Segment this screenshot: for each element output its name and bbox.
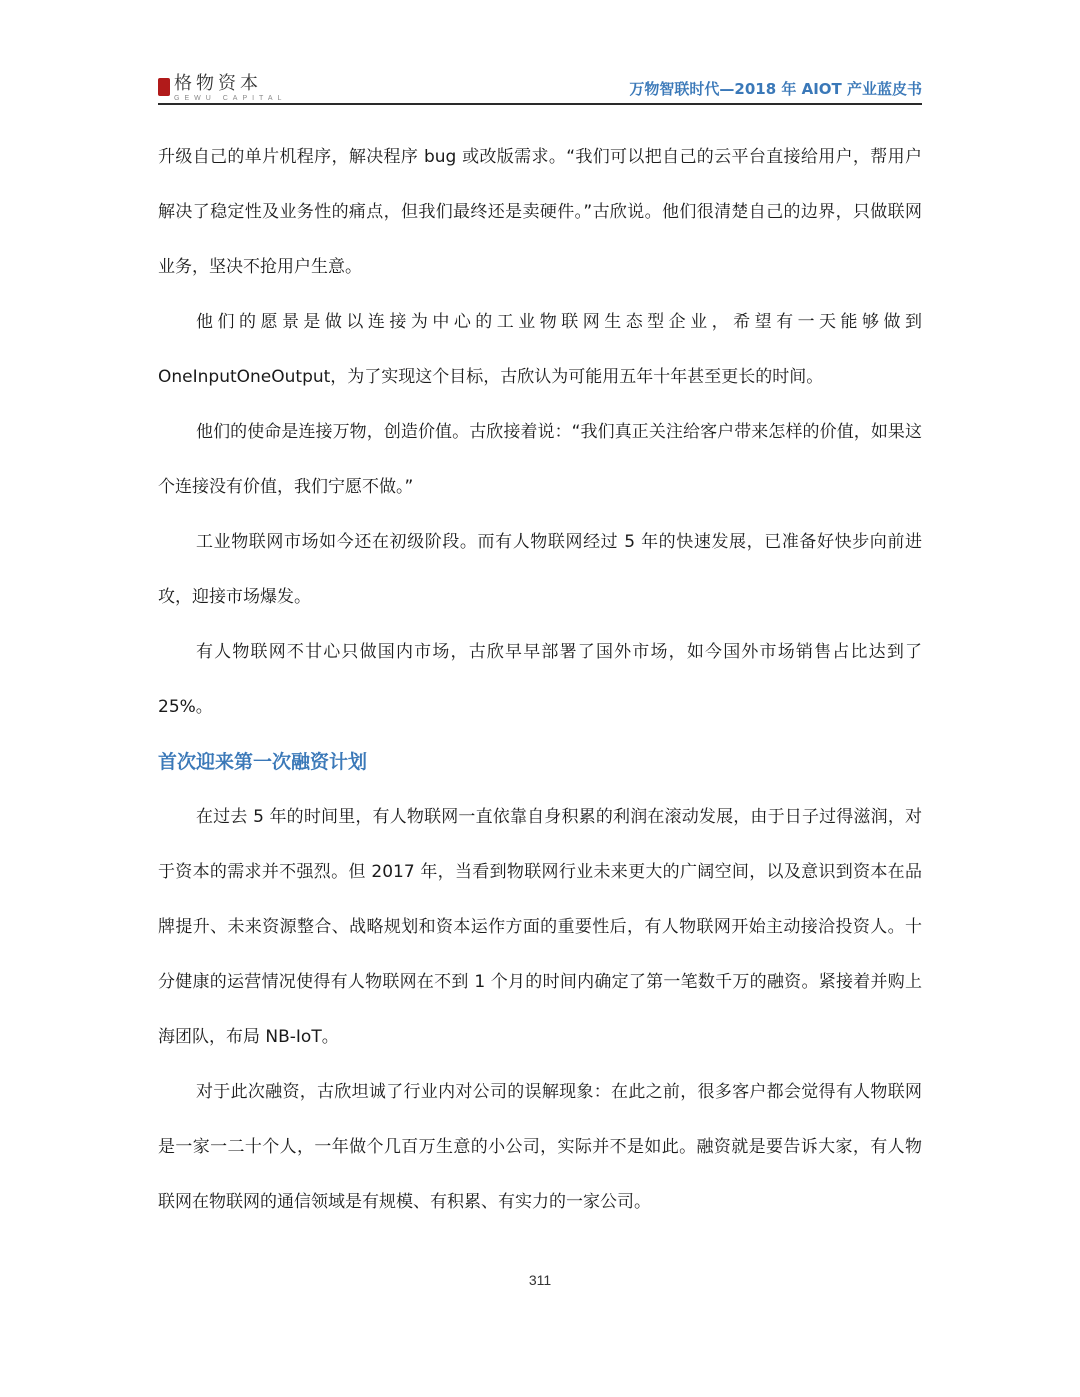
logo-chinese-name: 格物资本 xyxy=(174,73,262,94)
paragraph-5: 有人物联网不甘心只做国内市场，古欣早早部署了国外市场，如今国外市场销售占比达到了 25%。 xyxy=(158,642,922,717)
page-number: 311 xyxy=(528,1272,552,1288)
seal-icon xyxy=(158,78,170,96)
paragraph-6: 在过去 5 年的时间里，有人物联网一直依靠自身积累的利润在滚动发展，由于日子过得滋润，对于资本的需求并不强烈。但 2017 年，当看到物联网行业未来更大的广阔空间，以及意识到资本在品牌提升、未来资源整合、战略规划和资本运作方面的重要性后，有人物联网开始主动接洽投资人。十分健康的运营情况使得有人物联网在不到 1 个月的时间内确定了第一笔数千万的融资。紧接着并购上海团队，布局 NB-IoT。 xyxy=(158,807,922,1047)
paragraph-7: 对于此次融资，古欣坦诚了行业内对公司的误解现象：在此之前，很多客户都会觉得有人物联网是一家一二十个人，一年做个几百万生意的小公司，实际并不是如此。融资就是要告诉大家，有人物联网在物联网的通信领域是有规模、有积累、有实力的一家公司。 xyxy=(158,1082,922,1212)
paragraph-1: 升级自己的单片机程序，解决程序 bug 或改版需求。“我们可以把自己的云平台直接给用户，帮用户解决了稳定性及业务性的痛点，但我们最终还是卖硬件。”古欣说。他们很清楚自己的边界，只做联网业务，坚决不抢用户生意。 xyxy=(158,147,922,277)
page-content xyxy=(158,130,922,1230)
paragraph-3: 他们的使命是连接万物，创造价值。古欣接着说：“我们真正关注给客户带来怎样的价值，如果这个连接没有价值，我们宁愿不做。” xyxy=(158,422,922,497)
header-title: 万物智联时代—2018 年 AIOT 产业蓝皮书 xyxy=(629,80,922,98)
brand-logo xyxy=(158,74,286,103)
logo-text xyxy=(174,74,286,103)
section-heading: 首次迎来第一次融资计划 xyxy=(158,751,368,773)
page-header xyxy=(158,70,922,106)
paragraph-4: 工业物联网市场如今还在初级阶段。而有人物联网经过 5 年的快速发展，已准备好快步向前进攻，迎接市场爆发。 xyxy=(158,532,922,607)
logo-english-name: GEWU CAPITAL xyxy=(174,95,287,102)
header-divider xyxy=(158,103,922,105)
paragraph-2: 他们的愿景是做以连接为中心的工业物联网生态型企业，希望有一天能够做到 OneInputOneOutput，为了实现这个目标，古欣认为可能用五年十年甚至更长的时间。 xyxy=(158,312,922,387)
